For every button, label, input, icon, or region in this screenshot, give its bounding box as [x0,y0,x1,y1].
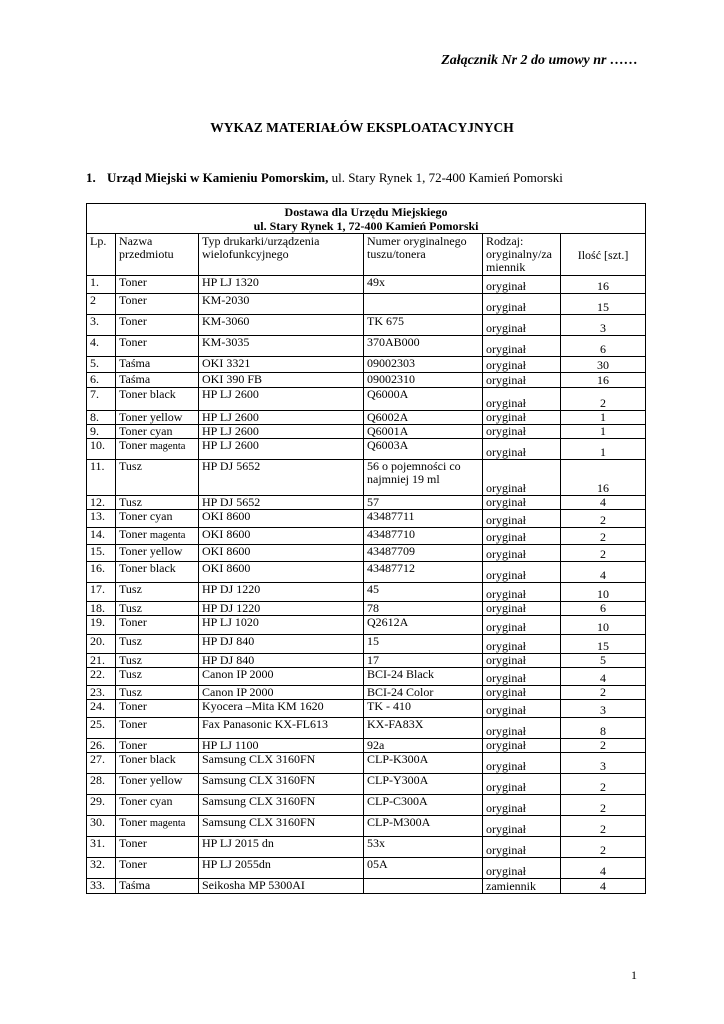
cell-kind: oryginał [483,315,561,336]
cell-device: HP LJ 1020 [199,616,364,635]
cell-lp: 15. [87,545,116,562]
table-row [87,602,646,616]
cell-lp: 1. [87,276,116,294]
cell-kind: oryginał [483,357,561,373]
cell-device: Samsung CLX 3160FN [199,795,364,816]
cell-part: 43487710 [364,528,483,545]
cell-device: Canon IP 2000 [199,668,364,686]
cell-part: TK - 410 [364,700,483,718]
cell-part: BCI-24 Black [364,668,483,686]
cell-qty: 3 [561,315,646,336]
cell-qty: 2 [561,739,646,753]
cell-name: Toner yellow [116,545,199,562]
cell-part: 56 o pojemności co najmniej 19 ml [364,460,483,496]
cell-lp: 9. [87,425,116,439]
cell-part: Q6003A [364,439,483,460]
cell-qty: 16 [561,460,646,496]
cell-name: Toner yellow [116,774,199,795]
cell-qty: 2 [561,686,646,700]
cell-qty: 4 [561,858,646,879]
table-row [87,373,646,388]
cell-kind: oryginał [483,602,561,616]
cell-device: OKI 8600 [199,510,364,528]
cell-device: HP LJ 2055dn [199,858,364,879]
cell-part: 53x [364,837,483,858]
cell-qty: 4 [561,562,646,583]
cell-part: 05A [364,858,483,879]
table-row [87,795,646,816]
cell-part: Q6000A [364,388,483,411]
cell-part: 43487712 [364,562,483,583]
cell-name: Tusz [116,635,199,654]
cell-kind: oryginał [483,562,561,583]
table-row [87,686,646,700]
cell-qty: 6 [561,336,646,357]
cell-name: Toner cyan [116,425,199,439]
cell-device: Kyocera –Mita KM 1620 [199,700,364,718]
cell-lp: 18. [87,602,116,616]
cell-name [116,528,199,545]
banner-line-1: Dostawa dla Urzędu Miejskiego [284,205,448,219]
cell-lp: 27. [87,753,116,774]
cell-kind: oryginał [483,528,561,545]
cell-qty: 4 [561,496,646,510]
table-row [87,879,646,894]
cell-qty: 5 [561,654,646,668]
cell-lp: 6. [87,373,116,388]
cell-kind: oryginał [483,635,561,654]
cell-kind: oryginał [483,411,561,425]
cell-name-main: Toner [119,527,147,541]
cell-qty: 2 [561,545,646,562]
cell-part: 43487709 [364,545,483,562]
table-row [87,294,646,315]
cell-kind: oryginał [483,510,561,528]
cell-lp: 30. [87,816,116,837]
cell-kind: oryginał [483,668,561,686]
cell-name: Toner black [116,388,199,411]
cell-lp: 29. [87,795,116,816]
table-banner [87,204,646,234]
cell-lp: 33. [87,879,116,894]
cell-lp: 21. [87,654,116,668]
cell-lp: 17. [87,583,116,602]
cell-name: Tusz [116,602,199,616]
cell-name: Tusz [116,686,199,700]
cell-kind: oryginał [483,795,561,816]
cell-qty: 15 [561,294,646,315]
cell-kind: oryginał [483,460,561,496]
cell-qty: 1 [561,411,646,425]
cell-name-suffix: magenta [149,818,186,829]
cell-name: Tusz [116,583,199,602]
cell-name: Toner [116,315,199,336]
cell-name: Toner black [116,753,199,774]
cell-device: HP LJ 2600 [199,425,364,439]
table-row [87,510,646,528]
table-row [87,753,646,774]
cell-lp: 13. [87,510,116,528]
cell-lp: 25. [87,718,116,739]
cell-name-suffix: magenta [149,441,186,452]
table-body [87,276,646,894]
cell-kind: oryginał [483,837,561,858]
cell-name: Toner [116,276,199,294]
cell-qty: 2 [561,795,646,816]
cell-qty: 4 [561,668,646,686]
cell-device: HP LJ 2600 [199,411,364,425]
materials-table [86,203,646,894]
table-row [87,439,646,460]
cell-name: Toner [116,336,199,357]
cell-part: CLP-K300A [364,753,483,774]
cell-name: Toner [116,718,199,739]
cell-name-suffix: magenta [149,530,186,541]
cell-device: HP LJ 1320 [199,276,364,294]
cell-kind: oryginał [483,425,561,439]
cell-qty: 2 [561,774,646,795]
table-row [87,654,646,668]
cell-kind: oryginał [483,583,561,602]
cell-device: Seikosha MP 5300AI [199,879,364,894]
cell-lp: 32. [87,858,116,879]
section-name: Urząd Miejski w Kamieniu Pomorskim, [107,170,329,185]
table-row [87,336,646,357]
cell-device: HP LJ 2600 [199,439,364,460]
cell-name: Tusz [116,496,199,510]
cell-name: Toner [116,616,199,635]
cell-kind: oryginał [483,388,561,411]
cell-part: 09002303 [364,357,483,373]
cell-qty: 16 [561,276,646,294]
cell-qty: 4 [561,879,646,894]
cell-qty: 2 [561,816,646,837]
header-name: Nazwa przedmiotu [116,234,199,276]
cell-qty: 3 [561,700,646,718]
cell-part: 09002310 [364,373,483,388]
table-row [87,388,646,411]
cell-part: 49x [364,276,483,294]
header-part: Numer oryginalnego tuszu/tonera [364,234,483,276]
cell-lp: 8. [87,411,116,425]
cell-kind: oryginał [483,654,561,668]
cell-lp: 26. [87,739,116,753]
cell-kind: oryginał [483,336,561,357]
cell-kind: oryginał [483,816,561,837]
banner-line-2: ul. Stary Rynek 1, 72-400 Kamień Pomorski [253,219,479,233]
cell-lp: 31. [87,837,116,858]
cell-part: BCI-24 Color [364,686,483,700]
cell-part: KX-FA83X [364,718,483,739]
attachment-label: Załącznik Nr 2 do umowy nr …… [441,53,638,68]
cell-device: OKI 8600 [199,528,364,545]
table-row [87,425,646,439]
cell-qty: 1 [561,425,646,439]
table-row [87,357,646,373]
cell-part [364,294,483,315]
cell-name: Toner cyan [116,510,199,528]
cell-name-main: Toner [119,815,147,829]
table-row [87,774,646,795]
cell-lp: 28. [87,774,116,795]
cell-qty: 2 [561,837,646,858]
cell-lp: 10. [87,439,116,460]
cell-name: Toner cyan [116,795,199,816]
cell-lp: 16. [87,562,116,583]
cell-device: Fax Panasonic KX-FL613 [199,718,364,739]
cell-lp: 20. [87,635,116,654]
table-row [87,562,646,583]
cell-kind: oryginał [483,686,561,700]
cell-name: Toner [116,700,199,718]
cell-name: Taśma [116,879,199,894]
table-row [87,837,646,858]
cell-part: CLP-Y300A [364,774,483,795]
cell-device: KM-3035 [199,336,364,357]
table-row [87,739,646,753]
cell-name: Toner [116,858,199,879]
cell-qty: 30 [561,357,646,373]
cell-name: Toner [116,837,199,858]
header-kind: Rodzaj: oryginalny/za miennik [483,234,561,276]
cell-device: Samsung CLX 3160FN [199,816,364,837]
cell-device: HP LJ 2015 dn [199,837,364,858]
cell-kind: oryginał [483,545,561,562]
cell-kind: zamiennik [483,879,561,894]
cell-lp: 4. [87,336,116,357]
page-number: 1 [631,968,637,982]
cell-device: HP DJ 5652 [199,460,364,496]
cell-name-main: Toner [119,438,147,452]
header-qty: Ilość [szt.] [561,234,646,276]
cell-name [116,816,199,837]
cell-lp: 22. [87,668,116,686]
cell-device: HP DJ 5652 [199,496,364,510]
cell-kind: oryginał [483,294,561,315]
cell-part: 45 [364,583,483,602]
cell-name [116,439,199,460]
table-row [87,411,646,425]
cell-part: 57 [364,496,483,510]
section-address: ul. Stary Rynek 1, 72-400 Kamień Pomorski [331,170,563,185]
cell-device: HP DJ 1220 [199,602,364,616]
cell-lp: 2 [87,294,116,315]
table-row [87,496,646,510]
cell-part: Q6001A [364,425,483,439]
table-row [87,700,646,718]
section-heading [86,170,563,186]
cell-device: HP LJ 1100 [199,739,364,753]
cell-device: Samsung CLX 3160FN [199,774,364,795]
cell-name: Tusz [116,668,199,686]
cell-qty: 8 [561,718,646,739]
cell-kind: oryginał [483,753,561,774]
cell-qty: 3 [561,753,646,774]
cell-name: Toner [116,739,199,753]
cell-device: HP DJ 840 [199,654,364,668]
cell-part [364,879,483,894]
table-row [87,668,646,686]
cell-name: Tusz [116,654,199,668]
table-row [87,583,646,602]
cell-lp: 19. [87,616,116,635]
cell-qty: 6 [561,602,646,616]
cell-lp: 12. [87,496,116,510]
document-title: WYKAZ MATERIAŁÓW EKSPLOATACYJNYCH [210,120,514,135]
table-row [87,545,646,562]
cell-part: TK 675 [364,315,483,336]
cell-kind: oryginał [483,700,561,718]
cell-lp: 5. [87,357,116,373]
cell-qty: 2 [561,388,646,411]
cell-part: Q6002A [364,411,483,425]
cell-kind: oryginał [483,718,561,739]
table-row [87,858,646,879]
cell-kind: oryginał [483,739,561,753]
table-row [87,315,646,336]
cell-part: 43487711 [364,510,483,528]
cell-lp: 11. [87,460,116,496]
table-row [87,616,646,635]
cell-part: 15 [364,635,483,654]
table-banner-row [87,204,646,234]
cell-part: 17 [364,654,483,668]
table-row [87,528,646,545]
cell-kind: oryginał [483,373,561,388]
cell-device: HP DJ 840 [199,635,364,654]
table-row [87,635,646,654]
table-row [87,460,646,496]
cell-name: Taśma [116,357,199,373]
cell-lp: 3. [87,315,116,336]
cell-device: HP DJ 1220 [199,583,364,602]
cell-qty: 10 [561,583,646,602]
cell-qty: 1 [561,439,646,460]
cell-name: Toner yellow [116,411,199,425]
cell-kind: oryginał [483,439,561,460]
cell-part: 78 [364,602,483,616]
cell-part: CLP-M300A [364,816,483,837]
cell-device: KM-2030 [199,294,364,315]
cell-part: 370AB000 [364,336,483,357]
cell-lp: 14. [87,528,116,545]
table-header-row [87,234,646,276]
cell-lp: 23. [87,686,116,700]
cell-device: OKI 8600 [199,545,364,562]
table-row [87,718,646,739]
section-number: 1. [86,170,96,185]
cell-device: Canon IP 2000 [199,686,364,700]
cell-part: 92a [364,739,483,753]
cell-qty: 15 [561,635,646,654]
table-row [87,816,646,837]
cell-part: Q2612A [364,616,483,635]
cell-kind: oryginał [483,774,561,795]
cell-name: Toner black [116,562,199,583]
cell-device: Samsung CLX 3160FN [199,753,364,774]
cell-qty: 2 [561,510,646,528]
cell-name: Toner [116,294,199,315]
cell-qty: 10 [561,616,646,635]
cell-device: OKI 3321 [199,357,364,373]
cell-device: HP LJ 2600 [199,388,364,411]
cell-name: Taśma [116,373,199,388]
cell-device: KM-3060 [199,315,364,336]
cell-name: Tusz [116,460,199,496]
table-row [87,276,646,294]
cell-device: OKI 390 FB [199,373,364,388]
header-lp: Lp. [87,234,116,276]
cell-part: CLP-C300A [364,795,483,816]
cell-qty: 16 [561,373,646,388]
cell-device: OKI 8600 [199,562,364,583]
cell-kind: oryginał [483,276,561,294]
cell-qty: 2 [561,528,646,545]
cell-kind: oryginał [483,616,561,635]
cell-kind: oryginał [483,858,561,879]
cell-kind: oryginał [483,496,561,510]
header-device: Typ drukarki/urządzenia wielofunkcyjnego [199,234,364,276]
cell-lp: 24. [87,700,116,718]
cell-lp: 7. [87,388,116,411]
